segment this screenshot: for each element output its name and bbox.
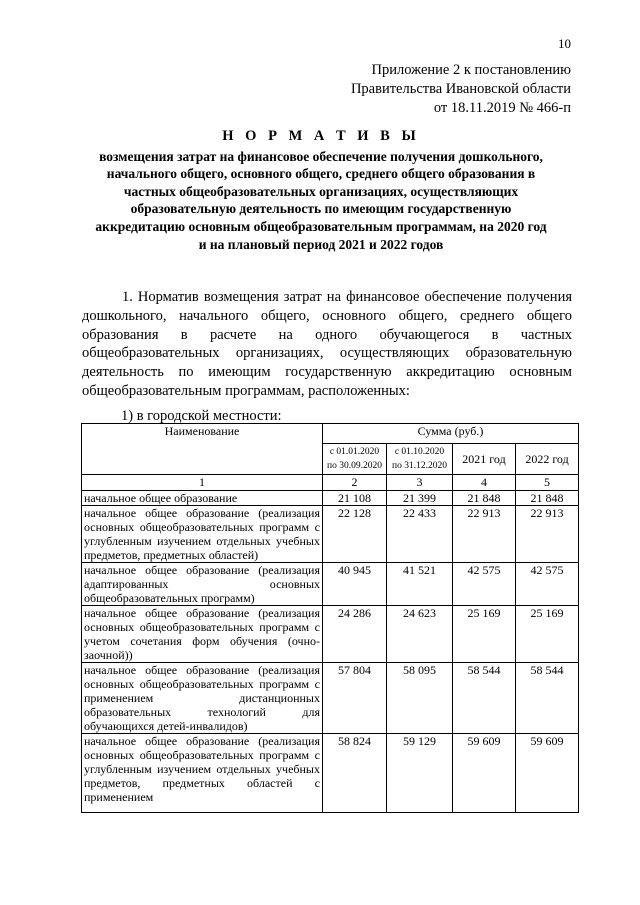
row-value-2022: 21 848 — [516, 491, 579, 506]
row-value-2021: 58 544 — [453, 663, 516, 734]
row-value-2022: 42 575 — [516, 563, 579, 606]
table-row — [82, 663, 579, 734]
row-name: начальное общее образование — [82, 491, 323, 506]
header-name: Наименование — [82, 424, 323, 475]
header-period-2 — [387, 444, 453, 475]
row-value-p1: 57 804 — [323, 663, 387, 734]
row-value-2021: 25 169 — [453, 606, 516, 663]
appendix-line-1: Приложение 2 к постановлению — [371, 62, 571, 78]
document-title — [92, 128, 550, 253]
row-name: начальное общее образование (реализация основных общеобразовательных программ с применением дистанционных образовательных технологий для обучающихся детей-инвалидов) — [82, 663, 323, 734]
appendix-line-2: Правительства Ивановской области — [350, 81, 571, 97]
row-value-2021: 21 848 — [453, 491, 516, 506]
appendix-reference — [0, 61, 571, 118]
row-value-p1: 21 108 — [323, 491, 387, 506]
row-value-2021: 42 575 — [453, 563, 516, 606]
row-value-2022: 58 544 — [516, 663, 579, 734]
col-number-5: 5 — [516, 475, 579, 491]
title-main: Н О Р М А Т И В Ы — [222, 128, 420, 144]
row-value-p1: 40 945 — [323, 563, 387, 606]
table-row — [82, 606, 579, 663]
subheading-urban: 1) в городской местности: — [121, 408, 282, 424]
header-period-2-to: по 31.12.2020 — [392, 461, 447, 471]
row-name: начальное общее образование (реализация основных общеобразовательных программ с углубленным изучением отдельных учебных предметов, предметных областей) — [82, 506, 323, 563]
col-number-1: 1 — [82, 475, 323, 491]
row-name: начальное общее образование (реализация основных общеобразовательных программ с учетом сочетания форм обучения (очно-заочной)) — [82, 606, 323, 663]
row-name: начальное общее образование (реализация адаптированных основных общеобразовательных программ) — [82, 563, 323, 606]
header-year-2021: 2021 год — [453, 444, 516, 475]
title-subtitle: возмещения затрат на финансовое обеспечение получения дошкольного, начального общего, основного общего, среднего общего образования в частных общеобразовательных организациях, осуществляющих образовательную деятельность по имеющим государственную аккредитацию основным общеобразовательным программам, на 2020 год и на плановый период 2021 и 2022 годов — [95, 148, 547, 252]
row-value-p1: 22 128 — [323, 506, 387, 563]
table-row — [82, 734, 579, 813]
table-row — [82, 563, 579, 606]
row-value-2022: 25 169 — [516, 606, 579, 663]
row-value-p2: 41 521 — [387, 563, 453, 606]
row-value-p2: 21 399 — [387, 491, 453, 506]
header-period-1-from: с 01.01.2020 — [329, 447, 380, 457]
row-value-2021: 59 609 — [453, 734, 516, 813]
header-period-2-from: с 01.10.2020 — [394, 447, 445, 457]
row-value-p2: 22 433 — [387, 506, 453, 563]
row-value-2021: 22 913 — [453, 506, 516, 563]
row-value-p1: 24 286 — [323, 606, 387, 663]
header-period-1-to: по 30.09.2020 — [327, 461, 382, 471]
table-row — [82, 491, 579, 506]
appendix-line-3: от 18.11.2019 № 466-п — [433, 100, 571, 116]
col-number-3: 3 — [387, 475, 453, 491]
norms-table — [81, 423, 579, 813]
col-number-2: 2 — [323, 475, 387, 491]
table-row — [82, 506, 579, 563]
row-value-2022: 22 913 — [516, 506, 579, 563]
page-number: 10 — [558, 36, 571, 51]
header-year-2022: 2022 год — [516, 444, 579, 475]
paragraph-1: 1. Норматив возмещения затрат на финансовое обеспечение получения дошкольного, начального общего, основного общего, среднего общего образования в расчете на одного обучающегося в частных общеобразовательных организациях, осуществляющих образовательную деятельность по имеющим государственную аккредитацию основным общеобразовательным программам, расположенных: — [82, 289, 572, 399]
row-value-p2: 59 129 — [387, 734, 453, 813]
header-sum: Сумма (руб.) — [323, 424, 579, 444]
row-value-p1: 58 824 — [323, 734, 387, 813]
row-name: начальное общее образование (реализация основных общеобразовательных программ с углубленным изучением отдельных учебных предметов, предметных областей с применением — [82, 734, 323, 813]
row-value-2022: 59 609 — [516, 734, 579, 813]
col-number-4: 4 — [453, 475, 516, 491]
header-period-1 — [323, 444, 387, 475]
row-value-p2: 58 095 — [387, 663, 453, 734]
row-value-p2: 24 623 — [387, 606, 453, 663]
